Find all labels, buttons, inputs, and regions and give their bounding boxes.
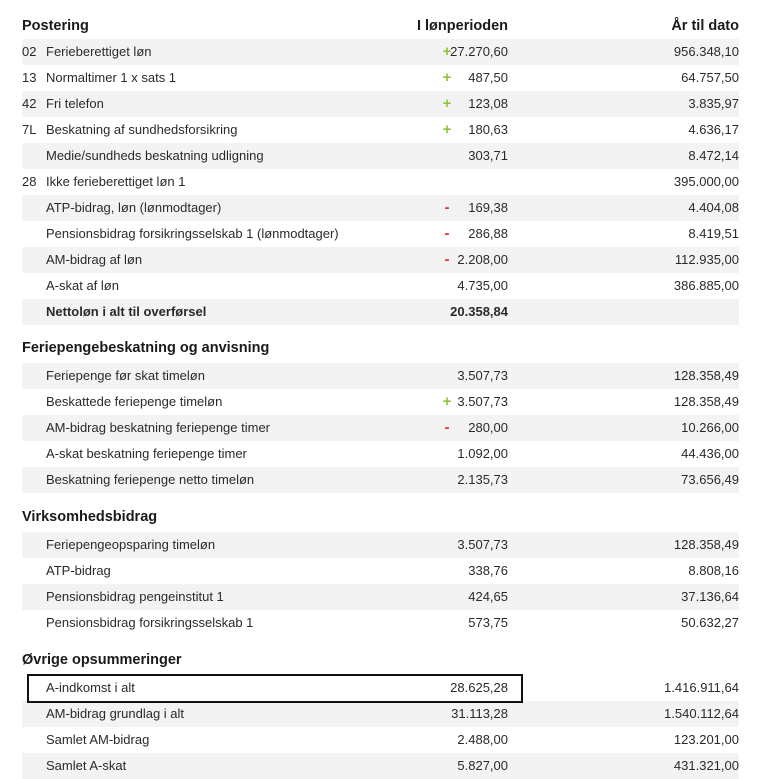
- ytd-value: 4.404,08: [688, 200, 739, 215]
- highlight-box: [27, 674, 523, 703]
- row-label: ATP-bidrag: [46, 563, 111, 578]
- row-label: AM-bidrag beskatning feriepenge timer: [46, 420, 271, 435]
- feriepenge-row: [22, 441, 739, 467]
- feriepenge-row: [22, 363, 739, 389]
- ytd-value: 10.266,00: [681, 420, 739, 435]
- column-header-posting: Postering: [22, 18, 89, 34]
- ytd-value: 8.472,14: [688, 148, 739, 163]
- feriepenge-row: [22, 389, 739, 415]
- column-header-period: I lønperioden: [416, 18, 508, 34]
- ytd-value: 8.808,16: [688, 563, 739, 578]
- ytd-value: 128.358,49: [673, 368, 739, 383]
- ytd-value: 128.358,49: [673, 394, 739, 409]
- period-value: 487,50: [468, 70, 508, 85]
- period-value: 31.113,28: [451, 706, 508, 721]
- period-value: 2.135,73: [457, 472, 508, 487]
- posting-code: 13: [22, 70, 37, 85]
- row-label: Ferieberettiget løn: [46, 44, 152, 59]
- postering-row: [22, 221, 739, 247]
- ytd-value: 128.358,49: [673, 537, 739, 552]
- period-value: 280,00: [468, 420, 508, 435]
- row-label: Feriepengeopsparing timeløn: [46, 537, 216, 552]
- row-label: Medie/sundheds beskatning udligning: [46, 148, 264, 163]
- ytd-value: 1.540.112,64: [664, 706, 739, 721]
- period-value: 2.488,00: [457, 732, 508, 747]
- period-value: 286,88: [468, 226, 508, 241]
- row-label: Pensionsbidrag pengeinstitut 1: [46, 589, 224, 604]
- period-value: 573,75: [468, 615, 508, 630]
- virksomhed-row: [22, 558, 739, 584]
- ytd-value: 44.436,00: [681, 446, 739, 461]
- ytd-value: 395.000,00: [673, 174, 739, 189]
- row-label: A-skat beskatning feriepenge timer: [46, 446, 247, 461]
- postering-row: [22, 91, 739, 117]
- period-value: 3.507,73: [457, 537, 508, 552]
- postering-row: [22, 143, 739, 169]
- plus-icon: +: [442, 121, 452, 138]
- postering-row: [22, 195, 739, 221]
- row-label: AM-bidrag grundlag i alt: [46, 706, 185, 721]
- posting-code: 7L: [22, 122, 37, 137]
- minus-icon: -: [444, 419, 450, 436]
- row-label: Feriepenge før skat timeløn: [46, 368, 205, 383]
- virksomhed-row: [22, 532, 739, 558]
- minus-icon: -: [444, 225, 450, 242]
- ytd-value: 50.632,27: [681, 615, 739, 630]
- virksomhed-row: [22, 610, 739, 636]
- row-label: Samlet AM-bidrag: [46, 732, 150, 747]
- row-label: AM-bidrag af løn: [46, 252, 143, 267]
- row-label: Fri telefon: [46, 96, 104, 111]
- ytd-value: 1.416.911,64: [664, 680, 739, 695]
- ytd-value: 123.201,00: [673, 732, 739, 747]
- period-value: 169,38: [468, 200, 508, 215]
- period-value: 180,63: [468, 122, 508, 137]
- period-value: 123,08: [468, 96, 508, 111]
- section-title-virksomhed: Virksomhedsbidrag: [22, 509, 158, 525]
- ytd-value: 4.636,17: [688, 122, 739, 137]
- ytd-value: 3.835,97: [688, 96, 739, 111]
- row-label: Beskattede feriepenge timeløn: [46, 394, 223, 409]
- period-value: 303,71: [468, 148, 508, 163]
- oevrige-row: [22, 701, 739, 727]
- period-value: 424,65: [468, 589, 508, 604]
- plus-icon: +: [442, 43, 452, 60]
- postering-row: [22, 65, 739, 91]
- plus-icon: +: [442, 69, 452, 86]
- period-value: 5.827,00: [457, 758, 508, 773]
- plus-icon: +: [442, 393, 452, 410]
- row-label: Pensionsbidrag forsikringsselskab 1 (lønmodtager): [46, 226, 339, 241]
- row-label: Normaltimer 1 x sats 1: [46, 70, 177, 85]
- row-label: Beskatning feriepenge netto timeløn: [46, 472, 255, 487]
- row-label: Nettoløn i alt til overførsel: [46, 304, 207, 319]
- column-header-ytd: År til dato: [671, 18, 739, 34]
- minus-icon: -: [444, 251, 450, 268]
- period-value: 3.507,73: [457, 394, 508, 409]
- section-title-feriepenge: Feriepengebeskatning og anvisning: [22, 340, 270, 356]
- plus-icon: +: [442, 95, 452, 112]
- period-value: 2.208,00: [457, 252, 508, 267]
- period-value: 3.507,73: [457, 368, 508, 383]
- period-value: 20.358,84: [450, 304, 508, 319]
- posting-code: 02: [22, 44, 37, 59]
- period-value: 28.625,28: [450, 680, 508, 695]
- period-value: 1.092,00: [457, 446, 508, 461]
- feriepenge-row: [22, 467, 739, 493]
- virksomhed-row: [22, 584, 739, 610]
- row-label: Pensionsbidrag forsikringsselskab 1: [46, 615, 254, 630]
- period-value: 338,76: [468, 563, 508, 578]
- row-label: Beskatning af sundhedsforsikring: [46, 122, 238, 137]
- ytd-value: 431.321,00: [673, 758, 739, 773]
- minus-icon: -: [444, 199, 450, 216]
- row-label: A-indkomst i alt: [46, 680, 135, 695]
- postering-row: [22, 273, 739, 299]
- period-value: 27.270,60: [450, 44, 508, 59]
- posting-code: 28: [22, 174, 37, 189]
- ytd-value: 8.419,51: [688, 226, 739, 241]
- ytd-value: 64.757,50: [681, 70, 739, 85]
- ytd-value: 37.136,64: [681, 589, 739, 604]
- ytd-value: 386.885,00: [673, 278, 739, 293]
- posting-code: 42: [22, 96, 37, 111]
- row-label: A-skat af løn: [46, 278, 119, 293]
- feriepenge-row: [22, 415, 739, 441]
- ytd-value: 956.348,10: [673, 44, 739, 59]
- section-title-oevrige: Øvrige opsummeringer: [22, 652, 182, 668]
- row-label: ATP-bidrag, løn (lønmodtager): [46, 200, 222, 215]
- postering-row: [22, 39, 739, 65]
- oevrige-row: [22, 753, 739, 779]
- ytd-value: 112.935,00: [674, 252, 739, 267]
- postering-row: [22, 117, 739, 143]
- row-label: Samlet A-skat: [46, 758, 127, 773]
- ytd-value: 73.656,49: [681, 472, 739, 487]
- oevrige-row: [22, 727, 739, 753]
- postering-row: [22, 299, 739, 325]
- postering-row: [22, 247, 739, 273]
- row-label: Ikke ferieberettiget løn 1: [46, 174, 186, 189]
- postering-row: [22, 169, 739, 195]
- period-value: 4.735,00: [457, 278, 508, 293]
